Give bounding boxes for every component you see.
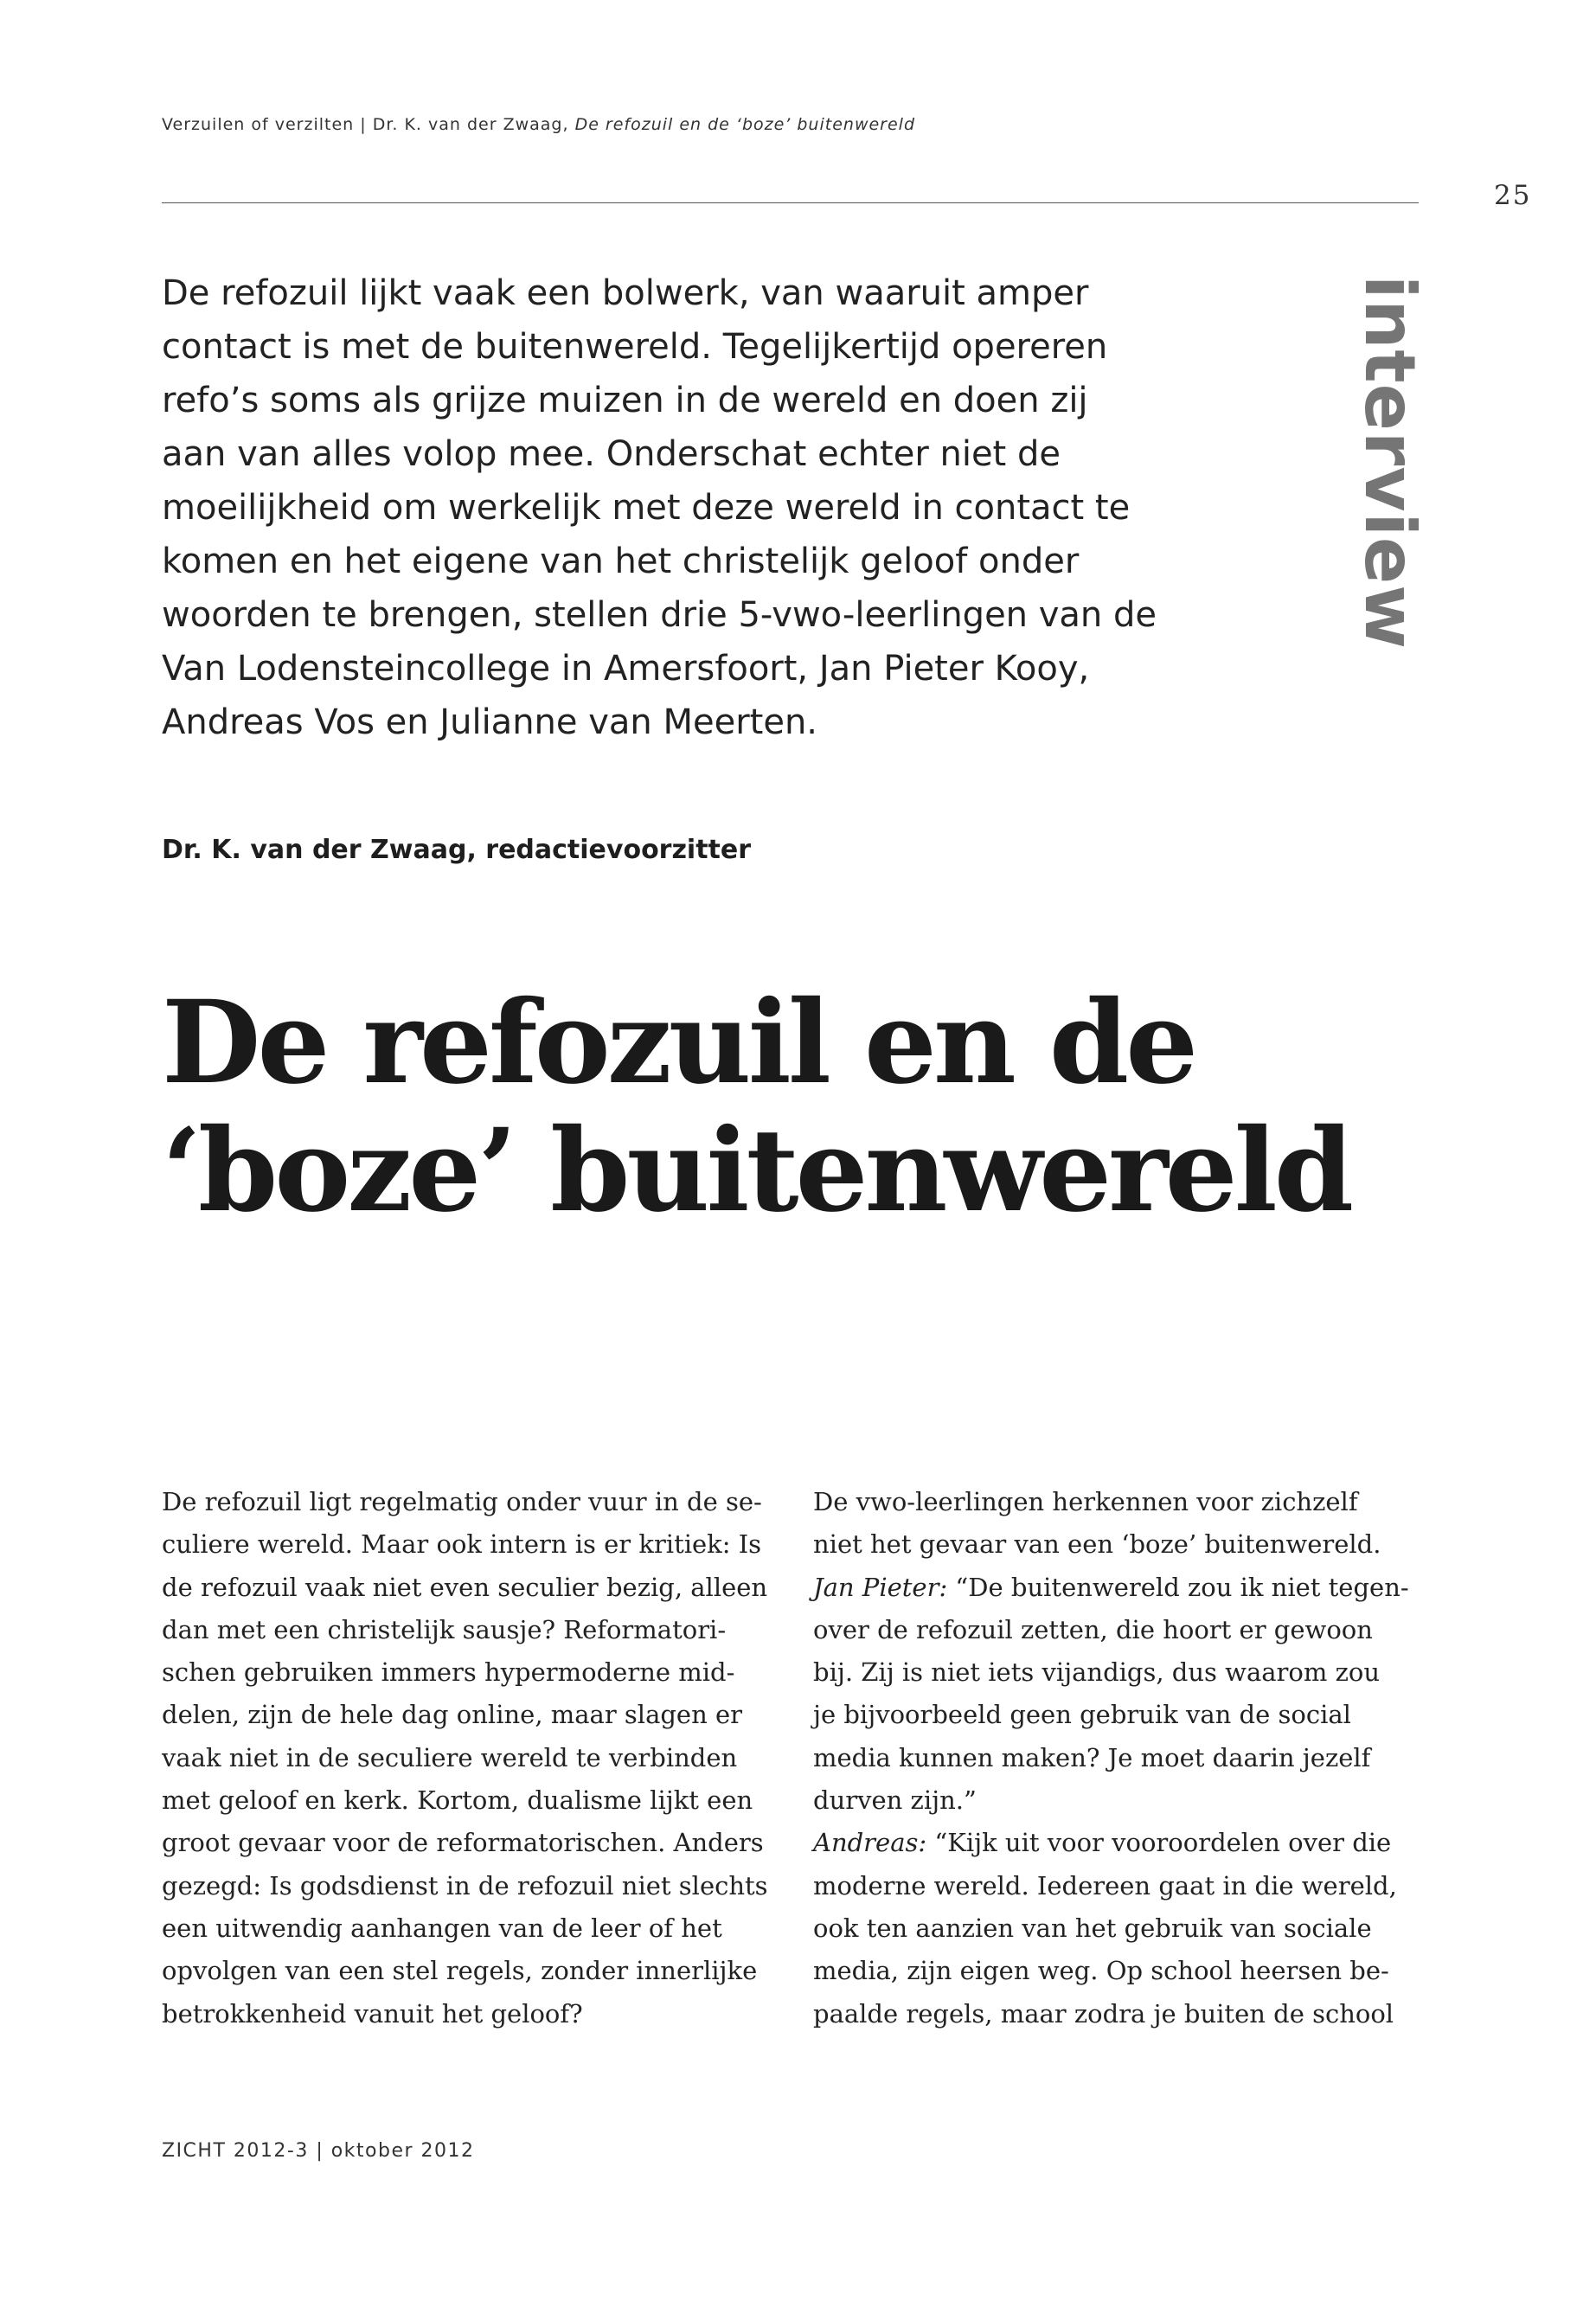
intro-line: De refozuil lijkt vaak een bolwerk, van waaruit amper: [162, 273, 1089, 313]
page-number: 25: [1494, 180, 1532, 211]
body-line: de refozuil vaak niet even seculier bezig, alleen: [162, 1572, 768, 1602]
body-text: media kunnen maken? Je moet daarin jezelf: [813, 1742, 1371, 1772]
body-line: opvolgen van een stel regels, zonder innerlijke: [162, 1956, 758, 1986]
section-label: [1349, 275, 1430, 651]
body-line: dan met een christelijk sausje? Reformatori-: [162, 1614, 727, 1644]
body-line: groot gevaar voor de reformatorischen. Anders: [162, 1828, 764, 1858]
body-line: schen gebruiken immers hypermoderne mid-: [162, 1657, 735, 1688]
body-line: betrokkenheid vanuit het geloof?: [162, 1998, 583, 2029]
page-footer: ZICHT 2012-3 | oktober 2012: [162, 2140, 475, 2162]
body-line: met geloof en kerk. Kortom, dualisme lijkt een: [162, 1785, 753, 1816]
intro-line: contact is met de buitenwereld. Tegelijkertijd opereren: [162, 327, 1108, 367]
body-line: [813, 1779, 1419, 1822]
headline-line: ‘boze’ buitenwereld: [162, 1104, 1351, 1238]
body-line: [813, 1737, 1419, 1779]
body-line: [813, 1609, 1419, 1651]
body-text: paalde regels, maar zodra je buiten de school: [813, 1998, 1394, 2029]
body-line: [813, 1694, 1419, 1736]
body-line: [813, 1865, 1419, 1907]
header-author: Dr. K. van der Zwaag,: [372, 115, 569, 134]
body-line: delen, zijn de hele dag online, maar slagen er: [162, 1700, 743, 1730]
body-line: gezegd: Is godsdienst in de refozuil niet slechts: [162, 1870, 768, 1900]
body-text: moderne wereld. Iedereen gaat in die wereld,: [813, 1870, 1397, 1900]
body-line: [813, 1481, 1419, 1523]
body-text: niet het gevaar van een ‘boze’ buitenwereld.: [813, 1529, 1381, 1560]
header-article-title: De refozuil en de ‘boze’ buitenwereld: [574, 115, 916, 134]
section-label-text: interview: [1349, 275, 1430, 651]
intro-line: woorden te brengen, stellen drie 5-vwo-leerlingen van de: [162, 595, 1157, 635]
body-text: “Kijk uit voor vooroordelen over die: [926, 1828, 1392, 1858]
header-separator: |: [360, 115, 367, 134]
body-line: [813, 1907, 1419, 1950]
article-headline: [162, 976, 1351, 1238]
body-line: een uitwendig aanhangen van de leer of het: [162, 1913, 722, 1943]
left-column: [162, 1481, 767, 2035]
body-text: ook ten aanzien van het gebruik van sociale: [813, 1913, 1372, 1943]
intro-line: komen en het eigene van het christelijk geloof onder: [162, 542, 1080, 581]
headline-line: De refozuil en de: [162, 976, 1195, 1110]
body-line: [813, 1993, 1419, 2035]
running-header: [162, 115, 915, 134]
body-line: vaak niet in de seculiere wereld te verbinden: [162, 1742, 738, 1772]
intro-line: Van Lodensteincollege in Amersfoort, Jan Pieter Kooy,: [162, 649, 1090, 689]
body-text: je bijvoorbeeld geen gebruik van de social: [813, 1700, 1351, 1730]
intro-line: aan van alles volop mee. Onderschat echter niet de: [162, 434, 1061, 474]
right-column: [813, 1481, 1419, 2035]
body-line: [813, 1822, 1419, 1864]
intro-paragraph: [162, 266, 1157, 749]
body-text: “De buitenwereld zou ik niet tegen-: [947, 1572, 1409, 1602]
speaker-name: Jan Pieter:: [813, 1572, 948, 1602]
body-line: De refozuil ligt regelmatig onder vuur in de se-: [162, 1487, 762, 1516]
body-text: De vwo-leerlingen herkennen voor zichzelf: [813, 1487, 1358, 1516]
body-text: media, zijn eigen weg. Op school heersen be-: [813, 1956, 1389, 1986]
header-rule: [162, 202, 1419, 203]
body-line: [813, 1950, 1419, 1992]
body-line: [813, 1523, 1419, 1566]
body-text: over de refozuil zetten, die hoort er gewoon: [813, 1614, 1373, 1644]
body-text: bij. Zij is niet iets vijandigs, dus waarom zou: [813, 1657, 1380, 1688]
body-text: durven zijn.”: [813, 1785, 977, 1816]
byline: Dr. K. van der Zwaag, redactievoorzitter: [162, 835, 752, 865]
speaker-name: Andreas:: [813, 1828, 927, 1858]
body-line: [813, 1651, 1419, 1694]
series-title: Verzuilen of verzilten: [162, 115, 355, 134]
intro-line: Andreas Vos en Julianne van Meerten.: [162, 702, 818, 742]
body-line: [813, 1567, 1419, 1609]
intro-line: refo’s soms als grijze muizen in de wereld en doen zij: [162, 381, 1088, 420]
intro-line: moeilijkheid om werkelijk met deze wereld in contact te: [162, 488, 1131, 528]
body-line: culiere wereld. Maar ook intern is er kritiek: Is: [162, 1529, 762, 1560]
